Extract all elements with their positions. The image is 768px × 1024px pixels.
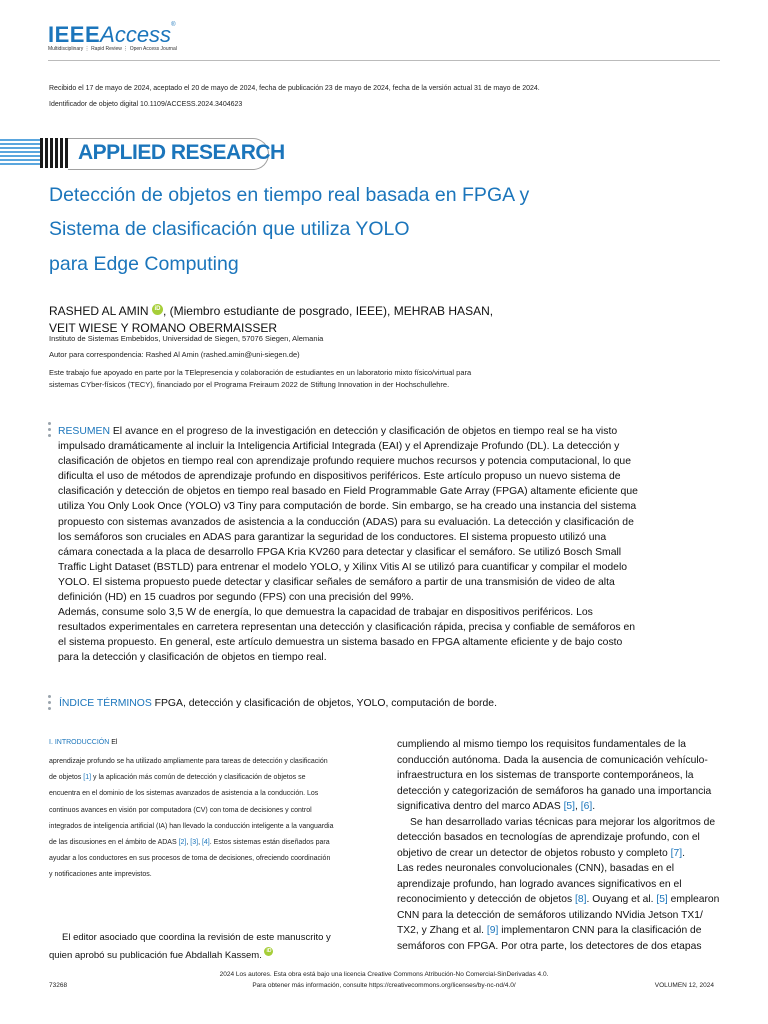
abstract-paragraph-2: Además, consume solo 3,5 W de energía, lo que demuestra la capacidad de trabajar en dispositivos periféricos. Los resultados experimentales en carretera representan una detección y clasificación rápida, precisa y confiable de semáforos en el sistema propuesto. En general, este artículo demuestra un sistema basado en FPGA altamente eficiente y de bajo costo para la detección y clasificación de objetos en tiempo real.	[58, 607, 635, 664]
author-list-line-1	[49, 304, 493, 318]
author-list-line-2: VEIT WIESE Y ROMANO OBERMAISSER	[49, 321, 278, 335]
reference-link[interactable]: [5]	[656, 894, 668, 905]
intro-line-4: continuos avances en visión por computadora (CV) con toma de decisiones y control	[49, 806, 312, 814]
abstract-label: RESUMEN	[58, 426, 110, 437]
reference-link[interactable]: [8]	[575, 894, 587, 905]
doi-identifier: Identificador de objeto digital 10.1109/ACCESS.2024.3404623	[49, 101, 243, 108]
intro-line-1: aprendizaje profundo se ha utilizado ampliamente para tareas de detección y clasificación	[49, 758, 328, 765]
reference-link[interactable]: [4]	[201, 839, 210, 847]
author-list-rest: , (Miembro estudiante de posgrado, IEEE), MEHRAB HASAN,	[162, 304, 494, 318]
header-divider	[48, 60, 720, 61]
ieee-access-logo	[48, 22, 175, 48]
introduction-heading	[49, 739, 379, 746]
paper-title-line-2: Sistema de clasificación que utiliza YOLO	[49, 218, 410, 240]
intro-line-2	[49, 770, 379, 786]
intro-line-8: y notificaciones ante imprevistos.	[49, 871, 152, 879]
reference-link[interactable]: [1]	[83, 774, 92, 782]
intro-line-5: integrados de inteligencia artificial (IA) han llevado la conducción inteligente a la vanguardia	[49, 822, 334, 830]
paragraph-cnn: Las redes neuronales convolucionales (CNN), basadas en el aprendizaje profundo, han logrado avances significativos en el reconocimiento y detección de objetos [8]. Ouyang et al. [5] emplearon CNN para la detección de semáforos utilizando NVidia Jetson TX1/ TX2, y Zhang et al. [9] implementaron CNN para la clasificación de semáforos con FPGA. Por otra parte, los detectores de dos etapas	[397, 863, 720, 952]
brand-access: Access	[100, 22, 172, 47]
index-terms	[59, 698, 497, 709]
paragraph-techniques: Se han desarrollado varias técnicas para mejorar los algoritmos de detección basados en tecnologías de aprendizaje profundo, con el objetivo de crear un detector de objetos robusto y completo [7].	[397, 816, 716, 859]
right-column	[397, 737, 723, 954]
intro-text: y la aplicación más común de detección y clasificación de objetos se	[93, 774, 306, 782]
intro-line-6: de las discusiones en el ámbito de ADAS [2], [3], [4]. Estos sistemas están diseñados para	[49, 839, 330, 847]
page-number: 73268	[49, 982, 68, 989]
index-terms-dots-icon	[48, 695, 52, 713]
paragraph-text: implementaron CNN para la clasificación de semáforos con FPGA. Por otra parte, los detectores de dos etapas	[397, 925, 702, 952]
introduction-column	[49, 739, 379, 884]
paragraph-text: Las redes neuronales convolucionales (CNN), basadas en el aprendizaje profundo, han logrado avances significativos en el reconocimiento y detección de objetos	[397, 863, 682, 905]
intro-text: de objetos	[49, 774, 82, 782]
reference-link[interactable]: [2]	[178, 839, 187, 847]
orcid-icon[interactable]: iD	[152, 304, 163, 315]
editor-note-line-1: El editor asociado que coordina la revisión de este manuscrito y	[62, 932, 331, 943]
reference-link[interactable]: [3]	[190, 839, 199, 847]
abstract-dots-icon	[48, 422, 52, 440]
license-note: 2024 Los autores. Esta obra está bajo una licencia Creative Commons Atribución-No Comercial-SinDerivadas 4.0.	[219, 971, 549, 978]
trademark: ®	[171, 22, 176, 28]
paragraph-text: emplearon CNN para la detección de semáforos utilizando NVidia Jetson TX1/ TX2, y Zhang et al.	[397, 894, 720, 936]
paragraph-text: Se han desarrollado varias técnicas para mejorar los algoritmos de detección basados en tecnologías de aprendizaje profundo, con el objetivo de crear un detector de objetos robusto y completo	[397, 816, 716, 859]
brand-ieee: IEEE	[48, 22, 101, 47]
intro-line-7: ayudar a los conductores en sus procesos de toma de decisiones, ofreciendo coordinación	[49, 855, 331, 863]
intro-text: Estos sistemas están diseñados para	[213, 839, 330, 847]
paragraph-adas: cumpliendo al mismo tiempo los requisitos fundamentales de la conducción autónoma. Dada la ausencia de comunicación vehículo-infraestructura en los sistemas de transporte contemporáneos, la detección y categorización de semáforos ha ganado una importancia significativa dentro del marco ADAS [5], [6].	[397, 739, 712, 812]
first-author: RASHED AL AMIN	[49, 304, 149, 318]
intro-text: de las discusiones en el ámbito de ADAS	[49, 839, 177, 847]
paragraph-text: cumpliendo al mismo tiempo los requisitos fundamentales de la conducción autónoma. Dada la ausencia de comunicación vehículo-infraestructura en los sistemas de transporte contemporáneos, la detección y categorización de semáforos ha ganado una importancia significativa dentro del marco ADAS	[397, 739, 712, 812]
banner-stripes-icon	[0, 138, 70, 170]
editor-note	[49, 929, 379, 964]
reference-link[interactable]: [9]	[486, 925, 499, 936]
received-dates: Recibido el 17 de mayo de 2024, aceptado el 20 de mayo de 2024, fecha de publicación 23 de mayo de 2024, fecha de la versión actual 31 de mayo de 2024.	[49, 85, 540, 92]
editor-note-line-2	[49, 947, 379, 965]
license-link[interactable]: Para obtener más información, consulte https://creativecommons.org/licenses/by-nc-nd/4.0/	[252, 982, 516, 989]
paper-title-line-3: para Edge Computing	[49, 253, 239, 275]
funding-line-2: sistemas CYber-físicos (TECY), financiado por el Programa Freiraum 2022 de Stiftung Innovation in der Hochschullehre.	[49, 380, 450, 389]
corresponding-author: Autor para correspondencia: Rashed Al Amin (rashed.amin@uni-siegen.de)	[49, 350, 300, 359]
paper-title-line-1: Detección de objetos en tiempo real basada en FPGA y	[49, 184, 530, 206]
section-title: I. INTRODUCCIÓN	[49, 739, 110, 746]
section-title-tail: El	[111, 739, 118, 746]
abstract	[58, 424, 638, 666]
reference-link[interactable]: [7]	[670, 847, 683, 859]
index-terms-text: FPGA, detección y clasificación de objetos, YOLO, computación de borde.	[154, 698, 497, 709]
affiliation: Instituto de Sistemas Embebidos, Universidad de Siegen, 57076 Siegen, Alemania	[49, 334, 324, 343]
journal-tagline: Multidisciplinary ⋮ Rapid Review ⋮ Open Access Journal	[48, 46, 177, 52]
reference-link[interactable]: [5]	[563, 801, 576, 812]
article-type-banner: APPLIED RESEARCH	[78, 141, 285, 164]
index-terms-label: ÍNDICE TÉRMINOS	[59, 698, 152, 709]
orcid-icon[interactable]: iD	[266, 947, 272, 954]
abstract-paragraph-1: El avance en el progreso de la investigación en detección y clasificación de objetos en tiempo real se ha visto impulsado dramáticamente al incluir la Inteligencia Artificial Integrada (EAI) y el Aprendizaje Profundo (DL). La detección y clasificación de objetos en tiempo real con aprendizaje profundo requiere muchos recursos y potencia computacional, lo que dificulta el uso de métodos de aprendizaje profundo en dispositivos periféricos. Este artículo propuso un nuevo sistema de clasificación y detección de objetos en tiempo real basado en Field Programmable Gate Array (FPGA) altamente eficiente que utiliza You Only Look Once (YOLO) v3 Tiny para computación de borde. Sin embargo, se ha creado una instancia del sistema propuesto con sistemas avanzados de asistencia a la conducción (ADAS) para su evaluación. La detección y clasificación de los semáforos son cruciales en ADAS para garantizar la seguridad de los conductores. El sistema propuesto utilizó una cámara conectada a la placa de desarrollo FPGA Kria KV260 para detectar y clasificar el semáforo. Se utilizó Bosch Small Traffic Light Dataset (BSTLD) para entrenar el modelo YOLO, y Xilinx Vitis AI se utilizó para cuantificar y compilar el modelo YOLO. El sistema propuesto puede detectar y clasificar señales de semáforo a partir de una transmisión de video de alta definición (HD) en 15 cuadros por segundo (FPS) con una precisión del 99%.	[58, 426, 638, 604]
funding-line-1: Este trabajo fue apoyado en parte por la TElepresencia y colaboración de estudiantes en un laboratorio mixto físico/virtual para	[49, 368, 472, 377]
editor-note-text: quien aprobó su publicación fue Abdallah Kassem.	[49, 949, 262, 961]
intro-line-3: encuentra en el dominio de los sistemas avanzados de asistencia a la conducción. Los	[49, 790, 319, 798]
paragraph-text: Ouyang et al.	[592, 894, 654, 905]
reference-link[interactable]: [6]	[580, 801, 593, 812]
volume-info: VOLUMEN 12, 2024	[654, 982, 714, 989]
